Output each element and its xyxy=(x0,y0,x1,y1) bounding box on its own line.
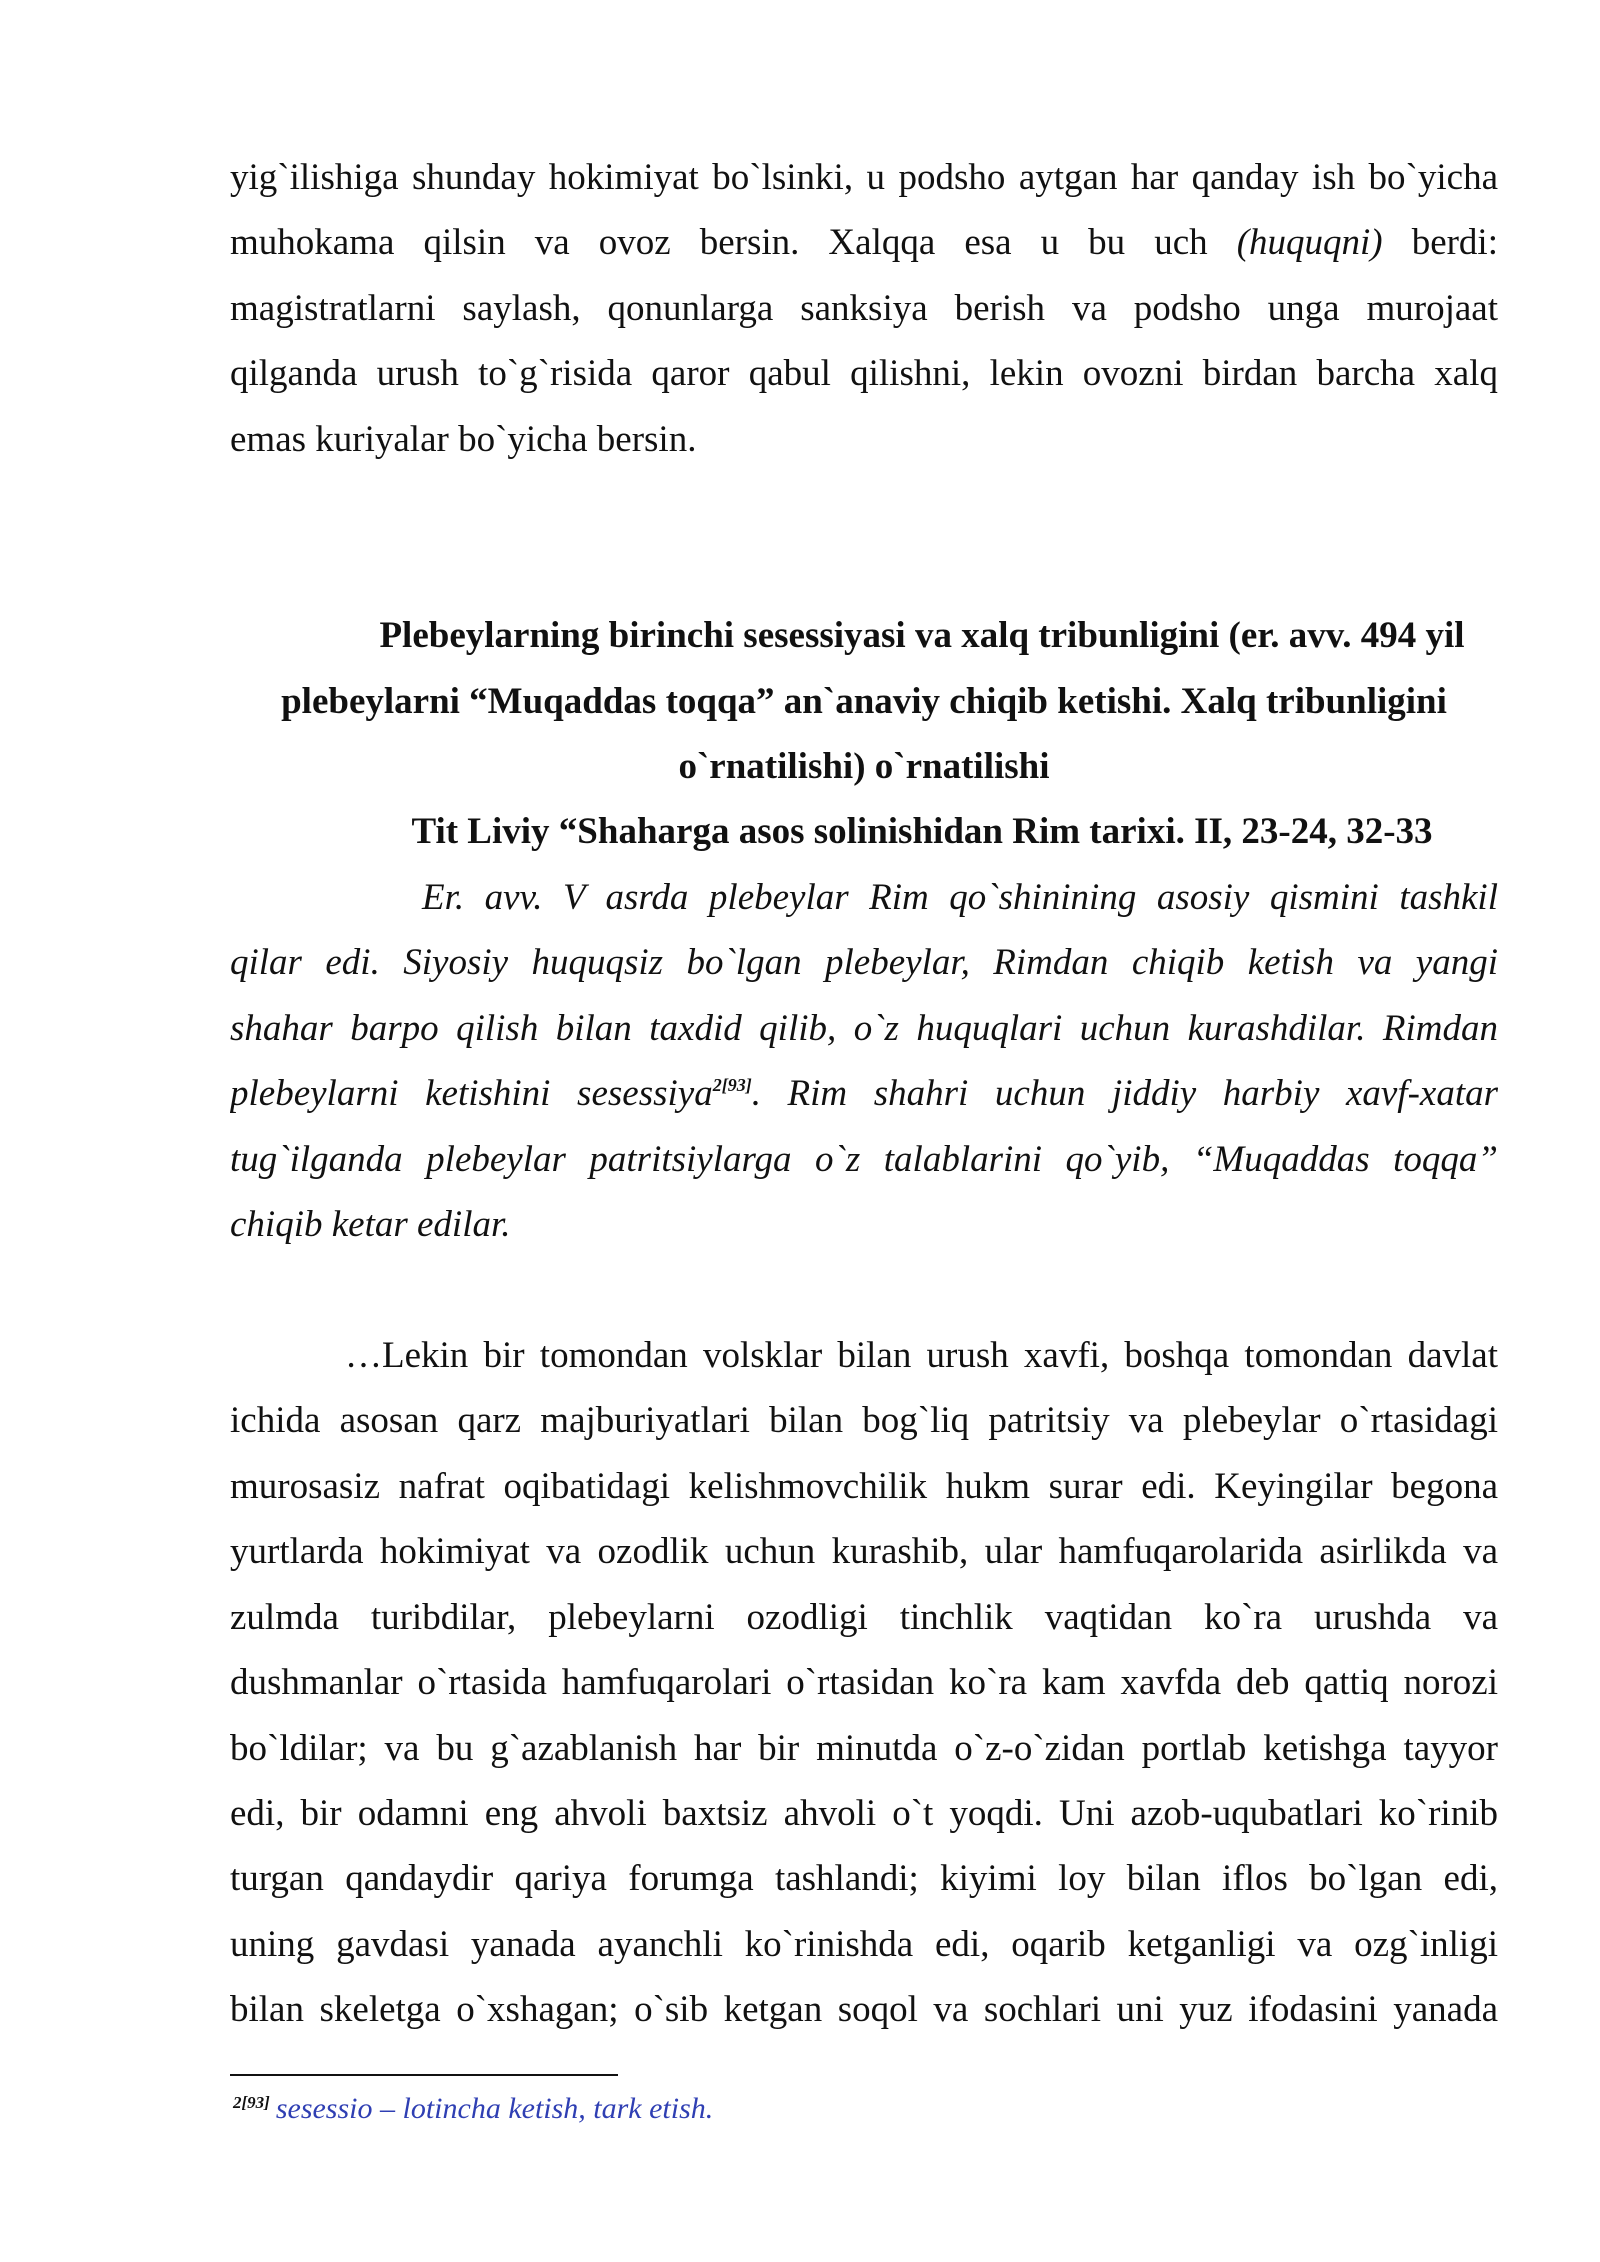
paragraph-line: emas kuriyalar bo`yicha bersin. xyxy=(230,418,697,460)
italic-text-run: (huquqni) xyxy=(1236,222,1383,264)
blank-line xyxy=(230,472,1498,537)
italic-intro-line: qilar edi. Siyosiy huquqsiz bo`lgan plebeylar, Rimdan chiqib ketish va yangi xyxy=(230,942,1498,984)
paragraph-line: murosasiz nafrat oqibatidagi kelishmovchilik hukm surar edi. Keyingilar begona xyxy=(230,1465,1498,1507)
section-heading-line: Plebeylarning birinchi sesessiyasi va xalq tribunligini (er. avv. 494 yil xyxy=(379,615,1465,657)
italic-intro-line xyxy=(230,1061,1498,1126)
text-run: plebeylarni ketishini sesessiya xyxy=(230,1073,713,1115)
italic-intro-line: chiqib ketar edilar. xyxy=(230,1204,511,1245)
paragraph-line: dushmanlar o`rtasida hamfuqarolari o`rtasidan ko`ra kam xavfda deb qattiq norozi xyxy=(230,1662,1498,1704)
paragraph-line: yurtlarda hokimiyat va ozodlik uchun kurashib, ular hamfuqarolarida asirlikda va xyxy=(230,1531,1498,1573)
italic-intro-line: tug`ilganda plebeylar patritsiylarga o`z talablarini qo`yib, “Muqaddas toqqa” xyxy=(230,1138,1498,1180)
paragraph-line: bo`ldilar; va bu g`azablanish har bir minutda o`z-o`zidan portlab ketishga tayyor xyxy=(230,1727,1498,1769)
paragraph-line: qilganda urush to`g`risida qaror qabul qilishni, lekin ovozni birdan barcha xalq xyxy=(230,353,1498,395)
footnote xyxy=(233,2086,713,2132)
footnote-text: sesessio – lotincha ketish, tark etish. xyxy=(275,2092,714,2125)
blank-line xyxy=(230,538,1498,603)
footnote-marker: 2[93] xyxy=(233,2093,270,2112)
italic-intro-line: shahar barpo qilish bilan taxdid qilib, o`z huquqlari uchun kurashdilar. Rimdan xyxy=(230,1007,1498,1049)
text-run: berdi: xyxy=(1382,222,1498,264)
page-body xyxy=(230,145,1498,2043)
section-heading-line: o`rnatilishi) o`rnatilishi xyxy=(678,745,1050,787)
paragraph-line: turgan qandaydir qariya forumga tashlandi; kiyimi loy bilan iflos bo`lgan edi, xyxy=(230,1858,1498,1900)
footnote-separator xyxy=(230,2074,618,2076)
blank-line xyxy=(230,1257,1498,1322)
paragraph-line: uning gavdasi yanada ayanchli ko`rinishda edi, oqarib ketganligi va ozg`inligi xyxy=(230,1923,1498,1965)
section-heading-line: plebeylarni “Muqaddas toqqa” an`anaviy chiqib ketishi. Xalq tribunligini xyxy=(281,680,1447,722)
footnote-reference[interactable]: 2[93] xyxy=(712,1075,752,1096)
text-run: muhokama qilsin va ovoz bersin. Xalqqa esa u bu uch xyxy=(230,222,1237,264)
paragraph-line: zulmda turibdilar, plebeylarni ozodligi tinchlik vaqtidan ko`ra urushda va xyxy=(230,1596,1498,1638)
paragraph-line: bilan skeletga o`xshagan; o`sib ketgan soqol va sochlari uni yuz ifodasini yanada xyxy=(230,1989,1498,2031)
paragraph-line: ichida asosan qarz majburiyatlari bilan bog`liq patritsiy va plebeylar o`rtasidagi xyxy=(230,1400,1498,1442)
source-heading-line: Tit Liviy “Shaharga asos solinishidan Rim tarixi. II, 23-24, 32-33 xyxy=(411,811,1433,853)
paragraph-line xyxy=(230,210,1498,275)
paragraph-line: yig`ilishiga shunday hokimiyat bo`lsinki, u podsho aytgan har qanday ish bo`yicha xyxy=(230,157,1498,198)
paragraph-line: edi, bir odamni eng ahvoli baxtsiz ahvoli o`t yoqdi. Uni azob-uqubatlari ko`rinib xyxy=(230,1792,1498,1834)
text-run: . Rim shahri uchun jiddiy harbiy xavf-xatar xyxy=(751,1073,1498,1115)
paragraph-line: …Lekin bir tomondan volsklar bilan urush xavfi, boshqa tomondan davlat xyxy=(345,1334,1498,1376)
italic-intro-line: Er. avv. V asrda plebeylar Rim qo`shinining asosiy qismini tashkil xyxy=(422,876,1498,918)
paragraph-line: magistratlarni saylash, qonunlarga sanksiya berish va podsho unga murojaat xyxy=(230,287,1498,329)
